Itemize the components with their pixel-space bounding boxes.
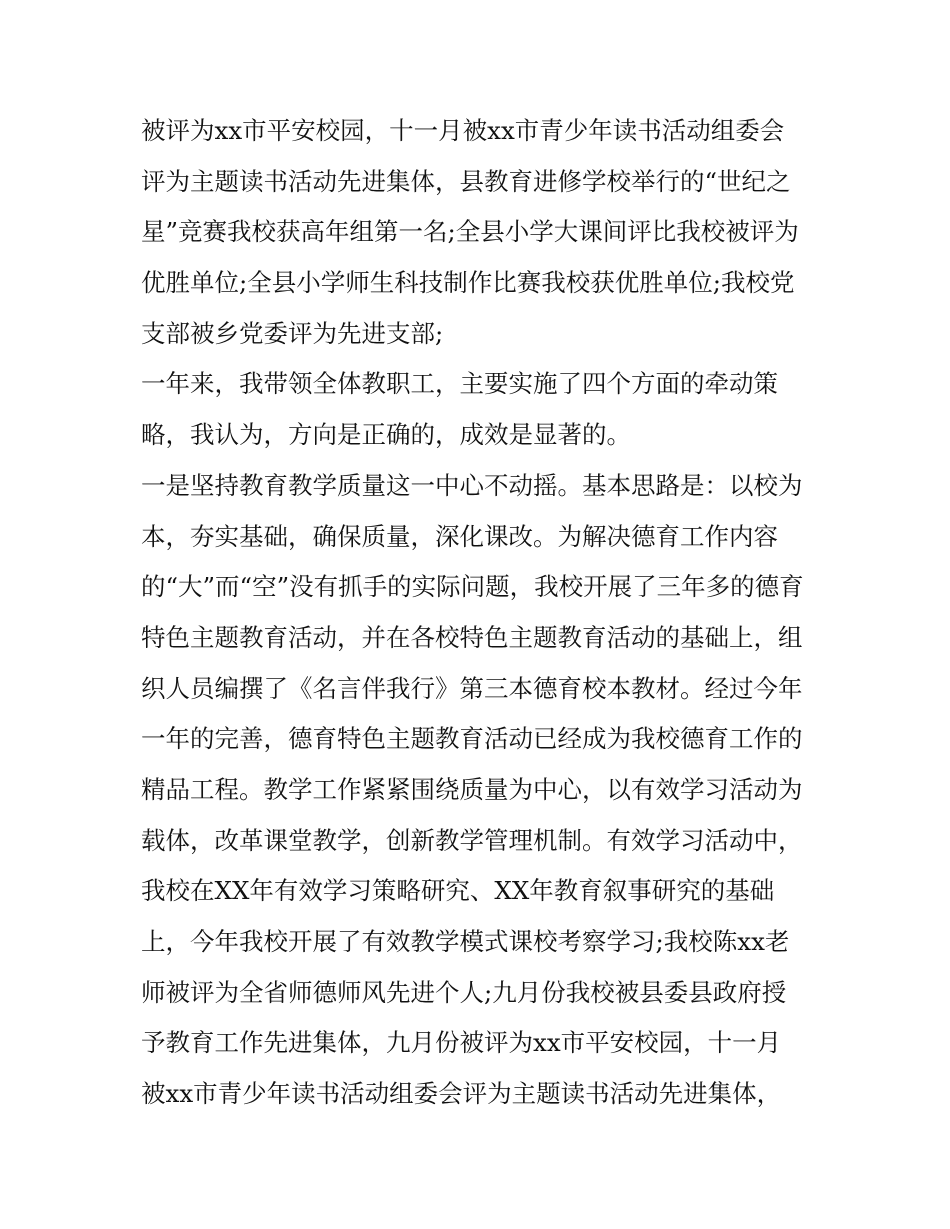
text-line: 被xx市青少年读书活动组委会评为主题读书活动先进集体， (141, 1079, 782, 1109)
text-line: 被评为xx市平安校园，十一月被xx市青少年读书活动组委会 (141, 116, 785, 145)
text-line: 我校在XX年有效学习策略研究、XX年教育叙事研究的基础 (141, 876, 775, 906)
text-line: 的“大”而“空”没有抓手的实际问题，我校开展了三年多的德育 (141, 572, 804, 602)
text-line: 本，夯实基础，确保质量，深化课改。为解决德育工作内容 (141, 521, 778, 551)
text-line: 支部被乡党委评为先进支部; (141, 318, 444, 348)
text-line: 特色主题教育活动，并在各校特色主题教育活动的基础上，组 (141, 622, 803, 652)
text-line: 星”竞赛我校获高年组第一名;全县小学大课间评比我校被评为 (141, 217, 799, 247)
text-line: 一年来，我带领全体教职工，主要实施了四个方面的牵动策 (141, 369, 778, 399)
text-line: 略，我认为，方向是正确的，成效是显著的。 (141, 420, 631, 450)
text-line: 师被评为全省师德师风先进个人;九月份我校被县委县政府授 (141, 977, 787, 1007)
text-line: 优胜单位;全县小学师生科技制作比赛我校获优胜单位;我校党 (141, 268, 795, 298)
text-line: 一是坚持教育教学质量这一中心不动摇。基本思路是：以校为 (141, 470, 803, 500)
text-line: 精品工程。教学工作紧紧围绕质量为中心，以有效学习活动为 (141, 774, 803, 804)
text-line: 评为主题读书活动先进集体，县教育进修学校举行的“世纪之 (141, 166, 791, 196)
text-line: 载体，改革课堂教学，创新教学管理机制。有效学习活动中， (141, 825, 803, 855)
text-line: 予教育工作先进集体，九月份被评为xx市平安校园，十一月 (141, 1028, 782, 1058)
text-line: 上，今年我校开展了有效教学模式课校考察学习;我校陈xx老 (141, 927, 790, 956)
body-text (141, 106, 821, 1120)
text-line: 一年的完善，德育特色主题教育活动已经成为我校德育工作的 (141, 724, 803, 754)
text-line: 织人员编撰了《名言伴我行》第三本德育校本教材。经过今年 (141, 673, 803, 703)
